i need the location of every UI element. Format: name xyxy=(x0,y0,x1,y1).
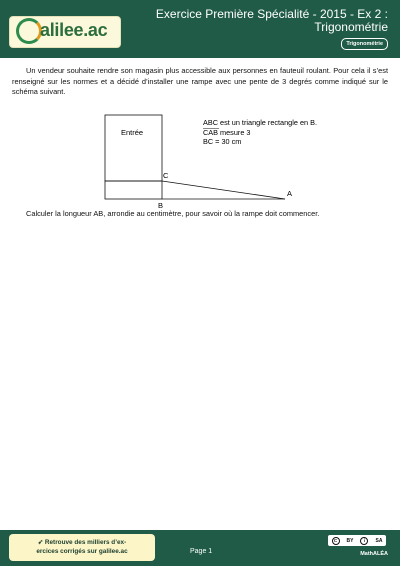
license-by: BY xyxy=(346,537,354,544)
entrance-label: Entrée xyxy=(121,128,144,137)
angle-name: CAB xyxy=(203,128,219,137)
point-a-label: A xyxy=(287,189,293,198)
cc-icon: C xyxy=(332,537,340,545)
topic-tag: Trigonométrie xyxy=(341,38,388,50)
mathalea-brand: MathALÉA xyxy=(360,551,388,557)
cc-license-badge[interactable] xyxy=(328,535,386,546)
promo-line-2: ercices corrigés sur galilee.ac xyxy=(36,548,128,555)
entrance-rect xyxy=(105,115,162,181)
point-b-label: B xyxy=(158,201,164,208)
attribution-icon: i xyxy=(360,537,368,545)
page-header xyxy=(0,0,400,58)
page-number: Page 1 xyxy=(190,548,213,555)
ramp-line xyxy=(162,181,285,199)
point-c-label: C xyxy=(163,171,169,180)
rocket-icon: ➶ xyxy=(37,539,44,546)
bc-length-info: BC = 30 cm xyxy=(203,137,242,146)
exercise-intro: Un vendeur souhaite rendre son magasin plus accessible aux personnes en fauteuil roulant. Pour cela il s’est renseigné sur les normes et a décidé d’installer une rampe avec une pente de 3 degrés comme indiqué sur le schéma suivant. xyxy=(12,66,388,96)
step-rect xyxy=(105,181,162,199)
exercise-title: Exercice Première Spécialité - 2015 - Ex 2 : Trigonométrie xyxy=(155,7,388,34)
exercise-question: Calculer la longueur AB, arrondie au centimètre, pour savoir où la rampe doit commencer. xyxy=(26,209,320,218)
logo-g-icon xyxy=(16,18,42,44)
license-sa: SA xyxy=(375,537,383,544)
logo-text: alilee.ac xyxy=(40,20,108,40)
ramp-diagram xyxy=(0,108,400,208)
galilee-logo[interactable] xyxy=(9,16,121,48)
triangle-info: ABC est un triangle rectangle en B. xyxy=(203,118,317,127)
promo-box[interactable] xyxy=(9,534,155,561)
angle-measure: mesure 3 xyxy=(218,128,251,137)
promo-line-1: ➶ Retrouve des milliers d’ex- xyxy=(37,539,127,546)
angle-info xyxy=(203,128,250,137)
